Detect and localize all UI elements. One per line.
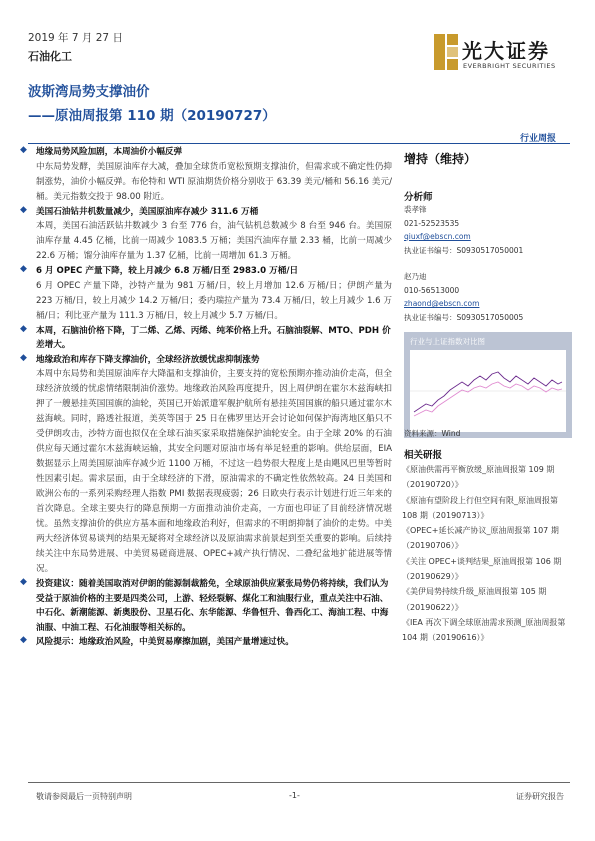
- analyst-name: 赵乃迪: [404, 272, 427, 281]
- footer-disclaimer: 敬请参阅最后一页特别声明: [36, 792, 132, 801]
- section-body: 本周中东局势和美国原油库存大降温和支撑油价，主要支持的宽松预期亦推动油价走高，但全球经济放缓的忧虑情绪限制油价涨势。地缘政治风险再度提升，因上周伊朗在霍尔木兹海峡扣押了一艘悬挂英国国旗的油轮，英国已开始派遣军舰护航所有悬挂英国国旗的船只通过霍尔木兹海峡。同时，路透社报道，美英等国于 25 日在佛罗里达开会讨论如何保护海湾地区船只不受伊朗攻击，沙特方面也拟仅在全球石油买家采取措施保护油轮安全。由于全球 20% 的石油供应每天通过霍尔木兹海峡运输，其安全问题对原油市场有举足轻重的影响。供给层面，EIA 数据显示上周美国原油库存减少近 1100 万桶，不过这一趋势很大程度上是由飓风巴里等暂时性因素引起。需求层面，由于全球经济的下滑，原油需求的不确定性依然较高。24 日美国和欧洲公布的一系列采购经理人指数 PMI 数据表现疲弱；26 日欧央行表示计划进行近三年来的首次降息。全球主要央行的降息预期一方面推动油价走高，一方面也印证了目前经济情况堪忧。虽然支撑油价的供应方基本面和地缘政治利好，但需求的不明朗抑制了油价的走势。中美两大经济体贸易谈判的结果无疑将对全球经济以及原油需求前景起到至关重要的影响。后续持续关注中东局势进展、中美贸易磋商进展、OPEC+减产执行情况、二叠纪盆地扩能进展等情况。: [36, 369, 392, 574]
- bullet-diamond-icon: ◆: [20, 145, 27, 155]
- related-report-link[interactable]: 《OPEC+延长减产协议_原油周报第 107 期（20190706）》: [402, 526, 559, 551]
- bullet-diamond-icon: ◆: [20, 204, 27, 215]
- bullet-diamond-icon: ◆: [20, 323, 27, 334]
- chart-source: 资料来源：Wind: [404, 429, 461, 438]
- section-heading: 6 月 OPEC 产量下降，较上月减少 6.8 万桶/日至 2983.0 万桶/日: [36, 266, 299, 276]
- related-report-link[interactable]: 《原油供需再平衡放缓_原油周报第 109 期（20190720）》: [402, 465, 555, 490]
- section-6: [20, 577, 392, 635]
- analyst-cert: [404, 311, 574, 325]
- section-heading: 地缘局势风险加剧，本周油价小幅反弹: [36, 147, 183, 157]
- section-heading: 地缘政治和库存下降支撑油价，全球经济放缓忧虑抑制涨势: [36, 354, 260, 365]
- section-4: [20, 324, 392, 353]
- logo-subtext: EVERBRIGHT SECURITIES: [463, 62, 556, 70]
- section-heading: 投资建议：随着美国取消对伊朗的能源制裁豁免，全球原油供应紧张局势仍将持续，我们认为受益于原油价格的主要是四类公司，上游、轻烃裂解、煤化工和油服行业，重点关注中石油、中石化、新潮能源、新奥股份、卫星石化、东华能源、华鲁恒升、鲁西化工、海油工程、中海油服、中油工程、石化油服等相关标的。: [36, 579, 389, 633]
- bullet-diamond-icon: ◆: [20, 264, 27, 274]
- related-report-link[interactable]: 《关注 OPEC+谈判结果_原油周报第 106 期（20190629）》: [402, 556, 562, 582]
- section-3: [20, 264, 392, 279]
- sidebar: [404, 145, 574, 324]
- cert-number: S0930517050001: [456, 245, 524, 255]
- analyst-phone: 010-56513000: [404, 285, 460, 295]
- analyst-name: 裘孝锋: [404, 205, 427, 214]
- analyst-phone: 021-52523535: [404, 218, 460, 228]
- report-date: 2019 年 7 月 27 日: [28, 32, 123, 44]
- report-type: 行业周报: [520, 134, 557, 144]
- related-reports-list: [402, 462, 574, 646]
- header-divider: [28, 143, 570, 144]
- related-report-link[interactable]: 《IEA 再次下调全球原油需求预测_原油周报第 104 期（20190616）》: [402, 617, 566, 643]
- company-logo: [434, 34, 574, 74]
- section-body: 中东局势发酵，美国原油库存大减，叠加全球货币宽松预期支撑油价，但需求或不确定性仍抑制涨势，油价小幅反弹。布伦特和 WTI 原油期货价格分别收于 63.39 美元/桶和 56.16 美元/桶。美元指数交投于 98.00 附近。: [36, 161, 392, 202]
- cert-label: 执业证书编号：: [404, 245, 457, 255]
- bullet-diamond-icon: ◆: [20, 352, 27, 363]
- analyst-email-link[interactable]: zhaond@ebscn.com: [404, 299, 480, 308]
- bullet-diamond-icon: ◆: [20, 577, 27, 587]
- report-subtitle: ——原油周报第 110 期（20190727）: [28, 108, 276, 124]
- chart-title: 行业与上证指数对比图: [410, 337, 485, 346]
- related-report-link[interactable]: 《原油有望阶段上行但空间有限_原油周报第 108 期（20190713）》: [402, 495, 558, 520]
- section-2: [20, 205, 392, 220]
- bullet-diamond-icon: ◆: [20, 635, 27, 645]
- footer-report-type: 证券研究报告: [516, 792, 564, 801]
- related-report-link[interactable]: 《美伊局势持续升级_原油周报第 105 期（20190622）》: [402, 587, 547, 612]
- section-5: [20, 353, 392, 368]
- report-title: 波斯湾局势支撑油价: [28, 84, 150, 100]
- cert-number: S0930517050005: [456, 312, 524, 322]
- main-content: [20, 145, 392, 650]
- section-heading: 本周，石脑油价格下降，丁二烯、乙烯、丙烯、纯苯价格上升。石脑油裂解、MTO、PDH 价差增大。: [36, 325, 391, 350]
- index-comparison-chart: [404, 332, 572, 438]
- logo-text: 光大证券: [462, 39, 550, 63]
- chart-lines: [404, 346, 572, 438]
- cert-label: 执业证书编号：: [404, 312, 457, 322]
- analyst-email-link[interactable]: qiuxf@ebscn.com: [404, 232, 471, 241]
- rating: 增持（维持）: [404, 152, 477, 166]
- section-1: [20, 145, 392, 160]
- industry-label: 石油化工: [28, 50, 72, 63]
- analyst-heading: 分析师: [404, 192, 433, 203]
- section-body: 本周，美国石油活跃钻井数减少 3 台至 776 台，油气钻机总数减少 8 台至 946 台。美国原油库存量 4.45 亿桶，比前一周减少 1083.5 万桶；美国汽油库存量 2.33 桶，比前一周减少 22.6 万桶；馏分油库存量为 1.37 亿桶，比前一周增加 61.3 万桶。: [36, 221, 392, 261]
- page-number: -1-: [289, 791, 300, 800]
- related-reports-heading: 相关研报: [404, 450, 443, 461]
- section-heading: 风险提示：地缘政治风险，中美贸易摩擦加剧，美国产量增速过快。: [36, 637, 294, 647]
- section-7: [20, 635, 392, 650]
- footer-divider: [28, 782, 570, 783]
- logo-mark-icon: [434, 34, 460, 70]
- analyst-cert: [404, 244, 574, 258]
- section-body: 6 月 OPEC 产量下降，沙特产量为 981 万桶/日，较上月增加 12.6 万桶/日；伊朗产量为 223 万桶/日，较上月减少 14.2 万桶/日；委内瑞拉产量为 73.4 万桶/日，较上月减少 1.6 万桶/日；利比亚产量为 111.3 万桶/日，较上月减少 5.7 万桶/日。: [36, 280, 392, 321]
- section-heading: 美国石油钻井机数量减少，美国原油库存减少 311.6 万桶: [36, 206, 259, 217]
